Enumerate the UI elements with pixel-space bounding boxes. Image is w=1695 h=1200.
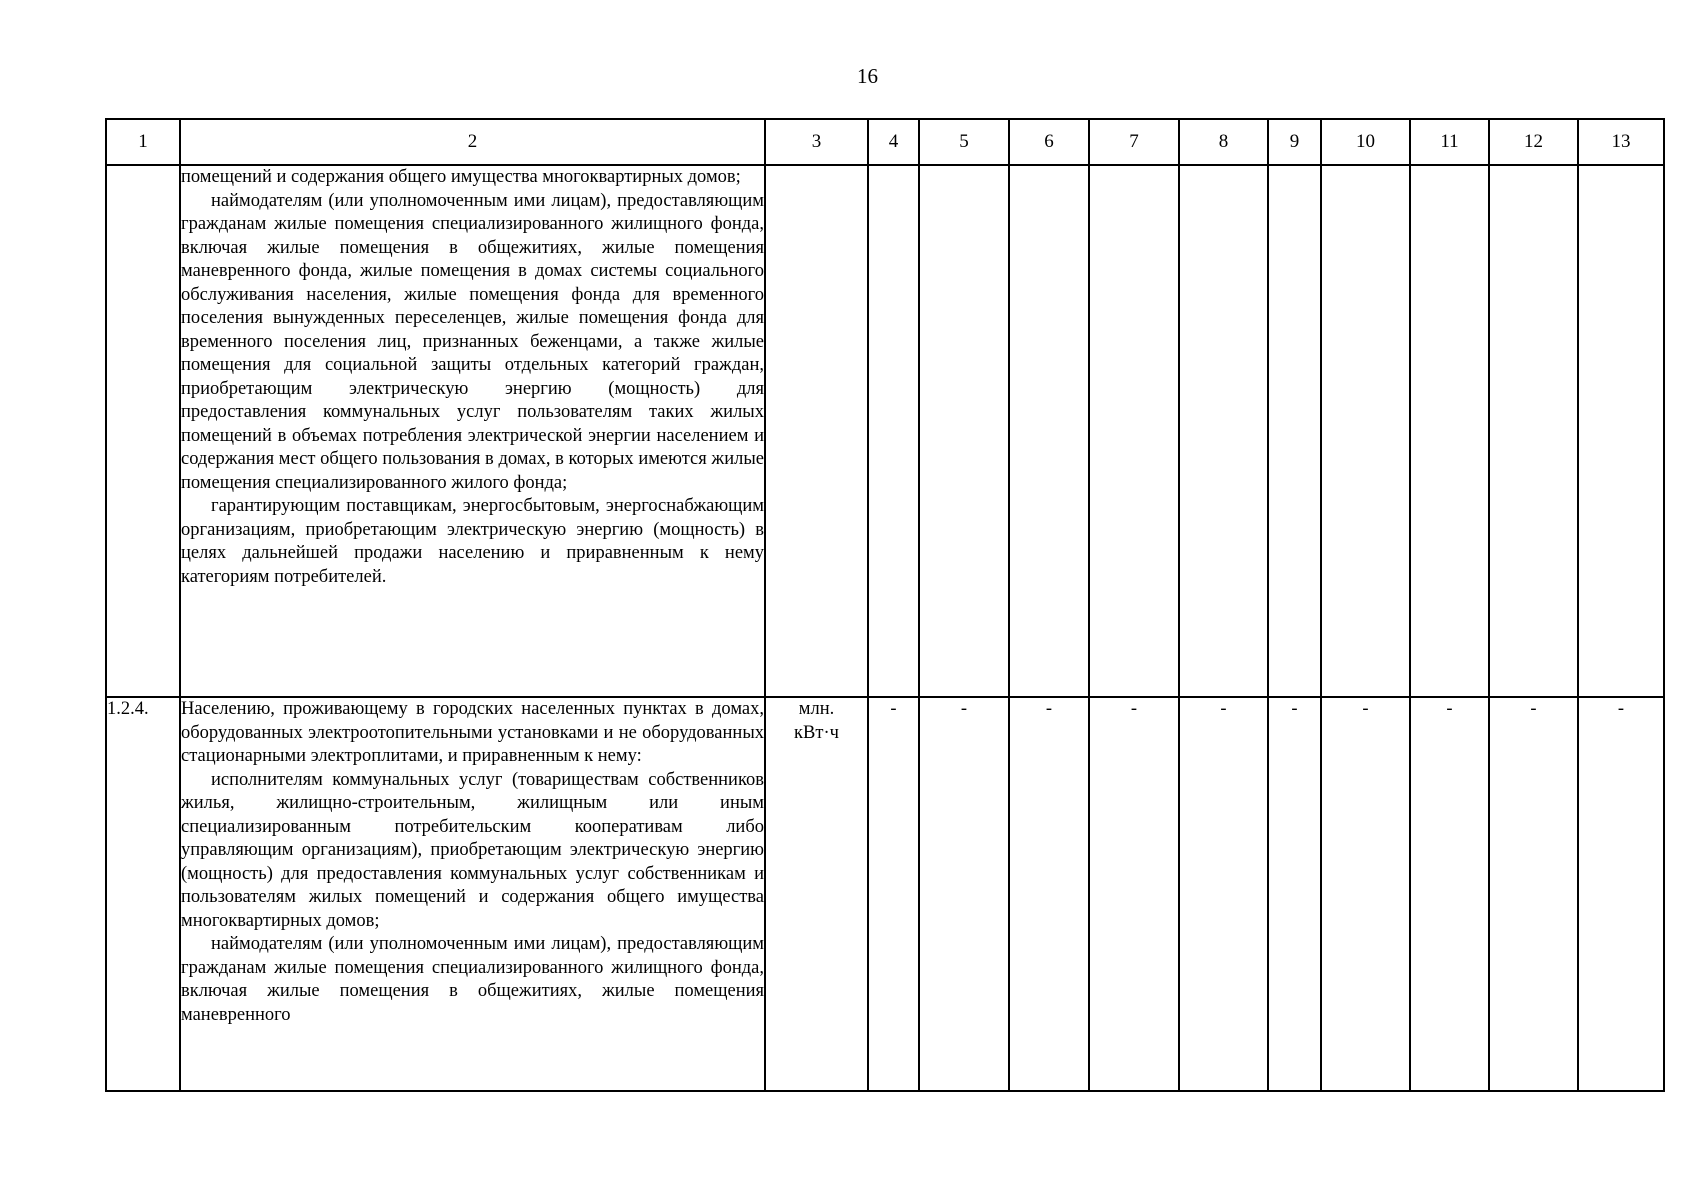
table-row-continuation	[106, 165, 1664, 697]
description-cell	[180, 165, 765, 697]
header-cell-7: 7	[1089, 119, 1179, 165]
value-cell-12	[1489, 165, 1578, 697]
header-row	[106, 119, 1664, 165]
description-paragraph: Населению, проживающему в городских населенных пунктах в домах, оборудованных электроотопительными установками и не оборудованных стационарными электроплитами, и приравненным к нему:	[181, 699, 764, 766]
header-cell-1: 1	[106, 119, 180, 165]
value-cell-11: -	[1410, 697, 1489, 1091]
value-cell-8	[1179, 165, 1268, 697]
value-cell-7	[1089, 165, 1179, 697]
value-cell-9: -	[1268, 697, 1321, 1091]
header-cell-8: 8	[1179, 119, 1268, 165]
description-paragraph: помещений и содержания общего имущества многоквартирных домов;	[181, 167, 741, 187]
header-cell-5: 5	[919, 119, 1009, 165]
header-cell-11: 11	[1410, 119, 1489, 165]
header-cell-10: 10	[1321, 119, 1410, 165]
value-cell-6	[1009, 165, 1089, 697]
unit-line-2: кВт·ч	[794, 722, 839, 743]
data-table	[105, 118, 1665, 1092]
value-cell-12: -	[1489, 697, 1578, 1091]
row-number: 1.2.4.	[106, 697, 180, 1091]
page-number: 16	[857, 64, 878, 88]
unit-line-1: млн.	[798, 699, 835, 719]
value-cell-10	[1321, 165, 1410, 697]
header-cell-9: 9	[1268, 119, 1321, 165]
description-cell	[180, 697, 765, 1091]
value-cell-5: -	[919, 697, 1009, 1091]
unit-cell	[765, 697, 868, 1091]
value-cell-4	[868, 165, 919, 697]
value-cell-13: -	[1578, 697, 1664, 1091]
table-row-1-2-4	[106, 697, 1664, 1091]
header-cell-6: 6	[1009, 119, 1089, 165]
value-cell-8: -	[1179, 697, 1268, 1091]
description-paragraph: наймодателям (или уполномоченным ими лицам), предоставляющим гражданам жилые помещения специализированного жилищного фонда, включая жилые помещения в общежитиях, жилые помещения маневренного фонда, жилые помещения в домах системы социального обслуживания населения, жилые помещения фонда для временного поселения вынужденных переселенцев, жилые помещения фонда для временного поселения лиц, признанных беженцами, а также жилые помещения для социальной защиты отдельных категорий граждан, приобретающим электрическую энергию (мощность) для предоставления коммунальных услуг пользователям таких жилых помещений в объемах потребления электрической энергии населением и содержания мест общего пользования в домах, в которых имеются жилые помещения специализированного жилого фонда;	[181, 190, 764, 493]
header-cell-13: 13	[1578, 119, 1664, 165]
value-cell-4: -	[868, 697, 919, 1091]
row-number	[106, 165, 180, 697]
header-cell-3: 3	[765, 119, 868, 165]
header-cell-4: 4	[868, 119, 919, 165]
value-cell-13	[1578, 165, 1664, 697]
header-cell-2: 2	[180, 119, 765, 165]
description-paragraph: наймодателям (или уполномоченным ими лицам), предоставляющим гражданам жилые помещения специализированного жилищного фонда, включая жилые помещения в общежитиях, жилые помещения маневренного	[181, 934, 764, 1025]
header-cell-12: 12	[1489, 119, 1578, 165]
value-cell-11	[1410, 165, 1489, 697]
value-cell-5	[919, 165, 1009, 697]
value-cell-10: -	[1321, 697, 1410, 1091]
value-cell-7: -	[1089, 697, 1179, 1091]
description-paragraph: исполнителям коммунальных услуг (товариществам собственников жилья, жилищно-строительным, жилищным или иным специализированным потребительским кооперативам либо управляющим организациям), приобретающим электрическую энергию (мощность) для предоставления коммунальных услуг собственникам и пользователям жилых помещений и содержания общего имущества многоквартирных домов;	[181, 769, 764, 931]
unit-cell	[765, 165, 868, 697]
value-cell-9	[1268, 165, 1321, 697]
value-cell-6: -	[1009, 697, 1089, 1091]
description-paragraph: гарантирующим поставщикам, энергосбытовым, энергоснабжающим организациям, приобретающим электрическую энергию (мощность) в целях дальнейшей продажи населению и приравненным к нему категориям потребителей.	[181, 496, 764, 587]
